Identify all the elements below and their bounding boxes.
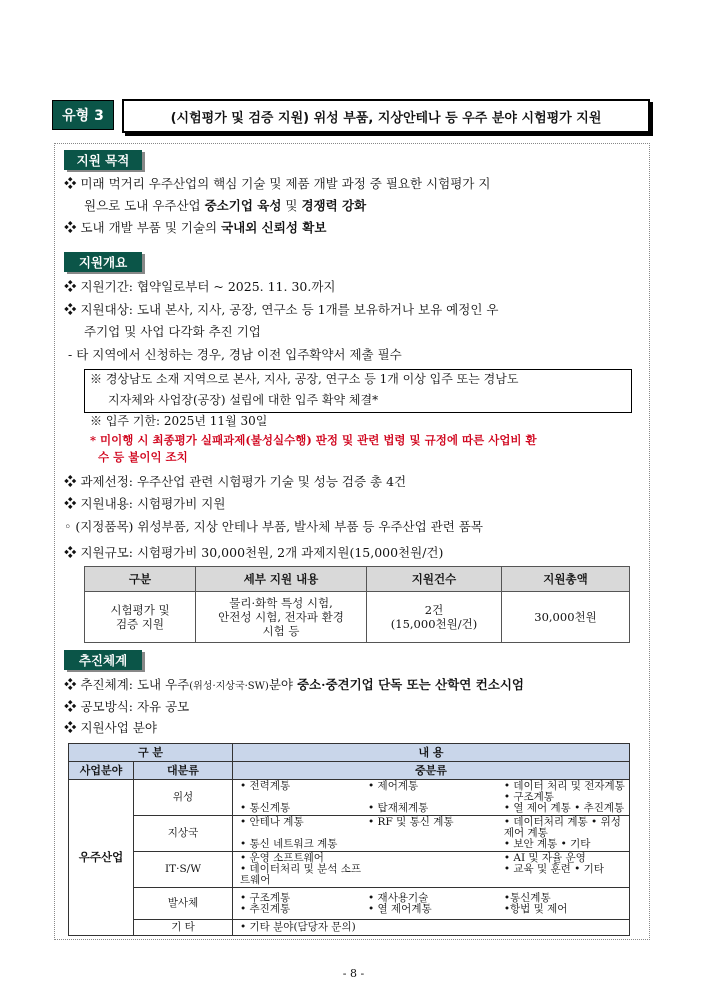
- other-region-note: - 타 지역에서 신청하는 경우, 경남 이전 입주확약서 제출 필수: [68, 347, 402, 362]
- table-cell-major: 발사체: [134, 888, 233, 920]
- type-badge: 유형 3: [52, 100, 114, 130]
- table-cell-major: 기 타: [134, 920, 233, 936]
- table-cell-items: • 안테나 계통 • RF 및 통신 계통 • 데이터처리 계통 • 위성제어 계통 • 통신 네트워크 계통 • 보안 계통 • 기타: [233, 816, 630, 852]
- fields-table: [68, 743, 630, 936]
- table-cell-major: 지상국: [134, 816, 233, 852]
- residency-deadline: ※ 입주 기한: 2025년 11월 30일: [90, 414, 268, 428]
- section-heading-purpose: 지원 목적: [64, 150, 142, 170]
- table-header: 내 용: [233, 744, 630, 762]
- table-cell-detail: 물리·화학 특성 시험, 안전성 시험, 전자파 환경 시험 등: [196, 592, 367, 643]
- designated-items: ◦ (지정품목) 위성부품, 지상 안테나 부품, 발사체 부품 등 우주산업 관련 품목: [64, 519, 483, 534]
- support-target: ❖ 지원대상: 도내 본사, 지사, 공장, 연구소 등 1개를 보유하거나 보유 예정인 우: [64, 302, 499, 317]
- table-header: 중분류: [233, 762, 630, 780]
- page-title: (시험평가 및 검증 지원) 위성 부품, 지상안테나 등 우주 분야 시험평가 지원: [122, 99, 650, 133]
- penalty-warning-cont: 수 등 불이익 조치: [98, 450, 188, 464]
- support-scale: ❖ 지원규모: 시험평가비 30,000천원, 2개 과제지원(15,000천원/건): [64, 545, 444, 560]
- penalty-warning: * 미이행 시 최종평가 실패과제(불성실수행) 판정 및 관련 법령 및 규정에 따른 사업비 환: [90, 433, 537, 447]
- table-cell-category: 시험평가 및 검증 지원: [85, 592, 196, 643]
- section-heading-system: 추진체계: [64, 650, 142, 670]
- table-header: 세부 지원 내용: [196, 567, 367, 592]
- support-period: ❖ 지원기간: 협약일로부터 ~ 2025. 11. 30.까지: [64, 279, 336, 294]
- support-content: ❖ 지원내용: 시험평가비 지원: [64, 496, 226, 511]
- table-cell-items: • 운영 소프트웨어 • AI 및 자율 운영 • 데이터처리 및 분석 소프트웨어 • 교육 및 훈련 • 기타: [233, 852, 630, 888]
- residency-note-1: ※ 경상남도 소재 지역으로 본사, 지사, 공장, 연구소 등 1개 이상 입주 또는 경남도: [90, 372, 519, 386]
- table-header: 지원총액: [502, 567, 630, 592]
- table-cell-items: • 전력계통 • 제어계통 • 데이터 처리 및 전자계통 • 구조계통 • 통신계통 • 탑재체계통 • 열 제어 계통 • 추진계통: [233, 780, 630, 816]
- table-header: 구분: [85, 567, 196, 592]
- support-target-cont: 주기업 및 사업 다각화 추진 기업: [84, 324, 261, 339]
- section-heading-overview: 지원개요: [64, 252, 142, 272]
- purpose-bullet-1: ❖ 미래 먹거리 우주산업의 핵심 기술 및 제품 개발 과정 중 필요한 시험평가 지: [64, 176, 491, 191]
- table-cell-count: 2건 (15,000천원/건): [367, 592, 502, 643]
- table-header: 지원건수: [367, 567, 502, 592]
- table-cell-total: 30,000천원: [502, 592, 630, 643]
- purpose-bullet-1-cont: 원으로 도내 우주산업 중소기업 육성 및 경쟁력 강화: [84, 198, 367, 213]
- table-cell-items: • 기타 분야(담당자 문의): [233, 920, 630, 936]
- page-number: - 8 -: [342, 967, 365, 980]
- table-cell-items: • 구조계통 • 재사용기술 •통신계통 • 추진계통 • 열 제어계통 •항법 및 제어: [233, 888, 630, 920]
- support-fields: ❖ 지원사업 분야: [64, 720, 157, 735]
- table-header: 구 분: [69, 744, 233, 762]
- support-scale-table: [84, 566, 630, 643]
- purpose-bullet-2: ❖ 도내 개발 부품 및 기술의 국내외 신뢰성 확보: [64, 220, 327, 235]
- recruit-method: ❖ 공모방식: 자유 공모: [64, 699, 190, 714]
- table-cell-major: 위성: [134, 780, 233, 816]
- table-header: 사업분야: [69, 762, 134, 780]
- table-header: 대분류: [134, 762, 233, 780]
- table-cell-field: 우주산업: [69, 780, 134, 936]
- promotion-system: ❖ 추진체계: 도내 우주(위성·지상국·SW)분야 중소·중견기업 단독 또는 산학연 컨소시엄: [64, 677, 525, 692]
- project-selection: ❖ 과제선정: 우주산업 관련 시험평가 기술 및 성능 검증 총 4건: [64, 474, 407, 489]
- residency-note-1-cont: 지자체와 사업장(공장) 설립에 대한 입주 확약 체결*: [108, 393, 379, 407]
- table-cell-major: IT·S/W: [134, 852, 233, 888]
